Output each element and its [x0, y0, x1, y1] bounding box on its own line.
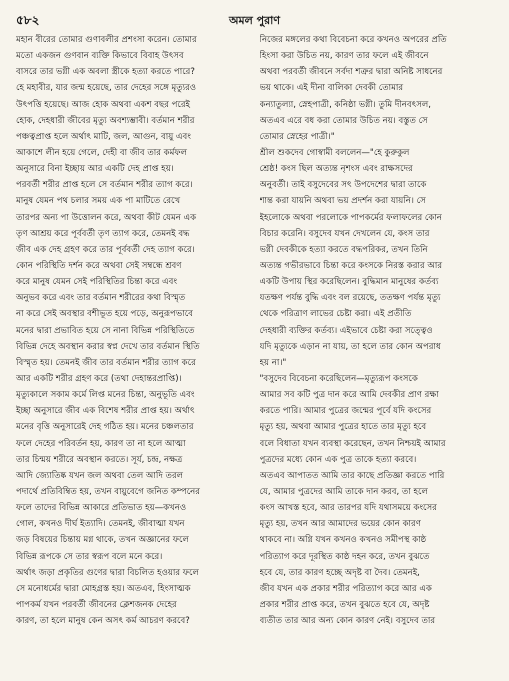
text-line: মনের বৃত্তি অনুসারেই দেহ গঠিত হয়। মনের চঞ্চলতার [16, 422, 194, 433]
text-line: শান্ত করা যায়নি অথবা ভয় প্রদর্শন করা যায়নি। সে [259, 196, 426, 207]
text-line: পরবর্তী শরীর প্রাপ্ত হলে সে বর্তমান শরীর ত্যাগ করে। [16, 180, 193, 191]
text-line: প্রকার শরীর প্রাপ্ত করে, তখন বুঝতে হবে যে, অদৃষ্ট [259, 599, 430, 610]
text-line: হয় না।" [259, 357, 287, 368]
text-line: কারণ, তা হলে মানুষ কেন অসৎ কর্ম আচরণ করবে? [16, 616, 190, 627]
text-line: তৃণ আশ্রয় করে পূর্ববর্তী তৃণ ত্যাগ করে, তেমনই বদ্ধ [16, 228, 190, 239]
left-column [16, 32, 250, 672]
text-line: আমার সব কটি পুত্র দান করে আমি দেবকীর প্রাণ রক্ষা [259, 390, 439, 401]
text-line: পঞ্চত্বপ্রাপ্ত হলে অর্থাৎ মাটি, জল, আগুন, বায়ু এবং [16, 131, 191, 142]
text-line: কন্যাতুল্যা, স্নেহপাত্রী, কনিষ্ঠা ভগ্নী। তুমি দীনবৎসল, [259, 99, 431, 110]
text-line: হবে যে, তার কারণ হচ্ছে অদৃষ্ট বা দৈব। তেমনই, [259, 567, 420, 578]
text-line: ব্যতীত তার আর অন্য কোন কারণ নেই। বসুদেব তার [259, 616, 436, 627]
text-line: পুত্রদের মধ্যে কোন এক পুত্র তাকে হত্যা করবে। [259, 454, 417, 465]
text-line: থাকবে না। অগ্নি যখন কখনও কখনও সমীপস্থ কাষ্ঠ [259, 535, 427, 546]
page-header [16, 10, 493, 32]
text-line: ভগ্নী দেবকীকে হত্যা করতে বদ্ধপরিকর, তখন তিনি [259, 244, 428, 255]
text-line: দেহধারী ব্যক্তির কর্তব্য। এইভাবে চেষ্টা করা সত্ত্বেও [259, 325, 433, 336]
text-line: হে মহাবীর, যার জন্ম হয়েছে, তার দেহের সঙ্গে মৃত্যুরও [16, 83, 197, 94]
text-line: তারপর অন্য পা উত্তোলন করে, অথবা কীট যেমন এক [16, 212, 197, 223]
text-line: বিভিন্ন দেহে অবস্থান করার স্বপ্ন দেখে তার বর্তমান স্থিতি [16, 341, 200, 352]
text-line: মতো একজন গুণবান ব্যক্তি কিভাবে বিবাহ উৎসব [16, 51, 184, 62]
text-line: আদি জ্যোতিষ্ক যখন জল অথবা তেল আদি তরল [16, 470, 184, 481]
text-line: অনুসারে বিনা ইচ্ছায় আর একটি দেহ প্রাপ্ত হয়। [16, 164, 174, 175]
text-line: ইহলোকে অথবা পরলোকে পাপকর্মের ফলাফলের কোন [259, 212, 442, 223]
text-line: অতএব আপাতত আমি তার কাছে প্রতিজ্ঞা করতে পারি [259, 470, 445, 481]
text-line: বাসরে তার ভগ্নী এক অবলা স্ত্রীকে হত্যা করতে পারে? [16, 67, 195, 78]
text-line: বিচার করেনি। বসুদেব যখন দেখলেন যে, কংস তার [259, 228, 430, 239]
text-line: আর একটি শরীর গ্রহণ করে (তথা দেহান্তরপ্রাপ্তি)। [16, 373, 182, 384]
text-line: করতে পারি। আমার পুত্রের জন্মের পূর্বে যদি কংসের [259, 406, 432, 417]
text-line: অনুবর্তী। তাই বসুদেবের সৎ উপদেশের দ্বারা তাকে [259, 180, 427, 191]
text-line: গোল, কখনও দীর্ঘ ইত্যাদি। তেমনই, জীবাত্মা যখন [16, 519, 185, 530]
text-line: তার চিন্ময় শরীরে অবস্থান করতে। সূর্য, চন্দ্র, নক্ষত্র [16, 454, 183, 465]
text-line: করে মানুষ যেমন সেই পরিস্থিতির চিন্তা করে এবং [16, 277, 178, 288]
text-line: অনুভব করে এবং তার বর্তমান শরীরের কথা বিস্মৃত [16, 293, 186, 304]
text-line: সে মনোধর্মের দ্বারা মোহগ্রস্ত হয়। অতএব, হিংসাত্মক [16, 583, 191, 594]
text-line: যদি মৃত্যুকে এড়ান না যায়, তা হলে তার কোন অপরাধ [259, 341, 441, 352]
text-line: বলে বিধাতা যখন ব্যবস্থা করেছেন, তখন নিশ্চয়ই আমার [259, 438, 446, 449]
text-line: মৃত্যুকালে সকাম কর্মে লিপ্ত মনের চিন্তা, অনুভূতি এবং [16, 390, 195, 401]
text-line: অথবা পরবর্তী জীবনে সর্বদা শত্রুর দ্বারা অনিষ্ট সাধনের [259, 67, 443, 78]
text-line: অর্থাৎ জড়া প্রকৃতির গুণের দ্বারা বিচলিত হওয়ার ফলে [16, 567, 199, 578]
text-line: মনের দ্বারা প্রভাবিত হয়ে সে নানা বিভিন্ন পরিস্থিতিতে [16, 325, 195, 336]
text-line: জড় বিষয়ের চিন্তায় মগ্ন থাকে, তখন অজ্ঞানের ফলে [16, 535, 189, 546]
text-line: হোক, দেহধারী জীবের মৃত্যু অবশ্যম্ভাবী। বর্তমান শরীর [16, 115, 195, 126]
text-line: মৃত্যু হয়, অথবা আমার পুত্রের হাতে তার মৃত্যু হবে [259, 422, 427, 433]
text-line: শ্রেষ্ঠ! কংস ছিল অত্যন্ত নৃশংস এবং রাক্ষসদের [259, 164, 413, 175]
text-line: কংস আখস্ত হবে, আর তারপর যদি যথাসময়ে কংসের [259, 503, 437, 514]
text-line: ফলে তাদের বিভিন্ন আকারে প্রতিভাত হয়—কখনও [16, 503, 187, 514]
text-line: নিজের মঙ্গলের কথা বিবেচনা করে কখনও অপরের প্রতি [259, 35, 447, 45]
text-line: যে, আমার পুত্রদের আমি তাকে দান করব, তা হলে [259, 486, 428, 497]
text-line: কোন পরিস্থিতি দর্শন করে অথবা সেই সম্বন্ধে শ্রবণ [16, 260, 182, 271]
text-line: পদার্থে প্রতিবিম্বিত হয়, তখন বায়ুবেগে জনিত কম্পনের [16, 486, 200, 497]
text-line: ভয় থাকে। এই দীনা বালিকা দেবকী তোমার [259, 83, 404, 94]
page-number: ৫৮২ [16, 13, 40, 27]
text-line: পরিত্যাগ করে দূরস্থিত কাষ্ঠ দহন করে, তখন বুঝতে [259, 551, 430, 562]
text-line: বিস্মৃত হয়। তেমনই জীব তার বর্তমান শরীর ত্যাগ করে [16, 357, 196, 368]
text-line: ফলে দেহের পরিবর্তন হয়, কারণ তা না হলে আত্মা [16, 438, 186, 449]
text-line: যতক্ষণ পর্যন্ত বুদ্ধি এবং বল রয়েছে, ততক্ষণ পর্যন্ত মৃত্যু [259, 293, 441, 304]
text-line: থেকে পরিত্রাণ লাভের চেষ্টা করা। এই প্রতীতি [259, 309, 412, 320]
text-line: অত্যন্ত গভীরভাবে চিন্তা করে কংসকে নিরস্ত করার আর [259, 260, 443, 271]
text-columns [16, 32, 493, 672]
text-line: জীব যখন এক প্রকার শরীর পরিত্যাগ করে আর এক [259, 583, 432, 594]
text-line: মানুষ যেমন পথ চলার সময় এক পা মাটিতে রেখে [16, 196, 181, 207]
text-line: অতএব এরে বধ করা তোমার উচিত নয়। বস্তুত সে [259, 115, 428, 126]
text-line: "বসুদেব বিবেচনা করেছিলেন—মৃত্যুরূপ কংসকে [259, 373, 418, 384]
text-line: আকাশে লীন হয়ে গেলে, দেহী বা জীব তার কর্মফল [16, 147, 188, 158]
text-line: তোমার স্নেহের পাত্রী।" [259, 131, 335, 142]
text-line: শ্রীল শুকদেব গোস্বামী বললেন—"হে কুরুকুল [259, 147, 410, 158]
running-title: অমল পুরাণ [228, 14, 281, 27]
text-line: মহান বীরের তোমার গুণাবলীর প্রশংসা করেন। তোমার [16, 35, 197, 45]
right-column [260, 32, 494, 672]
text-line: পাপকর্ম যখন পরবর্তী জীবনের ক্লেশজনক দেহের [16, 599, 177, 610]
text-line: হিংসা করা উচিত নয়, কারণ তার ফলে এই জীবনে [259, 51, 429, 62]
text-line: মৃত্যু হয়, তখন আর আমাদের ভয়ের কোন কারণ [259, 519, 421, 530]
text-line: না করে সেই অবস্থার বশীভূত হয়ে পড়ে, অনুরূপভাবে [16, 309, 193, 320]
text-line: বিভিন্ন রূপকে সে তার স্বরূপ বলে মনে করে। [16, 551, 163, 562]
text-line: ইচ্ছা অনুসারে জীব এক বিশেষ শরীর প্রাপ্ত হয়। অর্থাৎ [16, 406, 195, 417]
text-line: উৎপত্তি হয়েছে। আজ হোক অথবা একশ বছর পরেই [16, 99, 190, 110]
text-line: জীব এক দেহ গ্রহণ করে তার পূর্ববর্তী দেহ ত্যাগ করে। [16, 244, 195, 255]
text-line: একটি উপায় স্থির করেছিলেন। বুদ্ধিমান মানুষের কর্তব্য [259, 277, 439, 288]
